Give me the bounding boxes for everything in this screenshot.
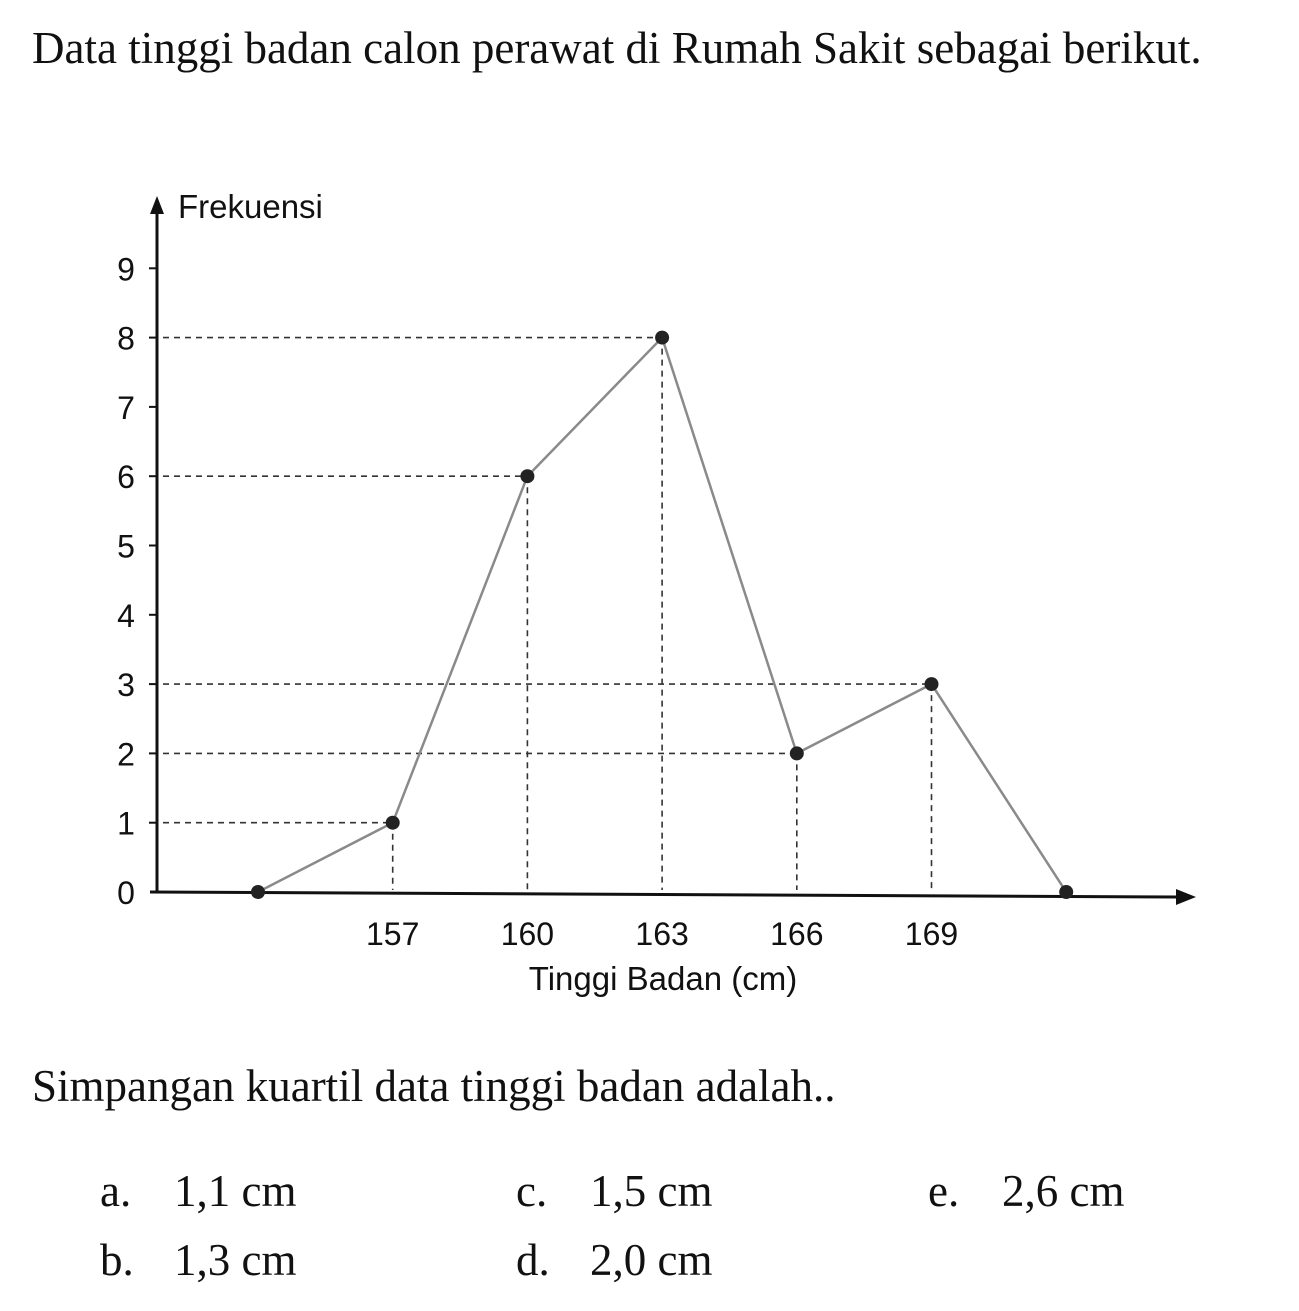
x-axis-arrow xyxy=(1176,889,1196,905)
y-tick-label: 0 xyxy=(117,875,135,911)
y-tick-label: 2 xyxy=(117,736,135,773)
option-b[interactable] xyxy=(100,1232,296,1288)
y-tick-label: 5 xyxy=(117,528,135,565)
option-a[interactable] xyxy=(100,1163,296,1219)
y-tick-label: 3 xyxy=(117,667,135,704)
x-tick-label: 160 xyxy=(500,916,555,952)
data-point xyxy=(925,677,939,691)
data-point xyxy=(251,885,265,899)
data-point xyxy=(1059,885,1073,899)
option-letter: e. xyxy=(928,1166,960,1216)
data-point xyxy=(790,746,804,760)
intro-text: Data tinggi badan calon perawat di Rumah Sakit sebagai berikut. xyxy=(32,23,1202,73)
option-e[interactable] xyxy=(928,1163,1124,1219)
x-tick-label: 166 xyxy=(770,916,824,952)
y-ticks xyxy=(117,251,157,911)
question-text: Simpangan kuartil data tinggi badan adalah.. xyxy=(32,1061,836,1111)
x-ticks xyxy=(366,916,958,952)
frequency-polygon-chart xyxy=(0,170,1299,1010)
option-letter: c. xyxy=(516,1166,548,1216)
data-point xyxy=(655,331,669,345)
y-tick-label: 1 xyxy=(117,805,135,842)
y-axis-arrow xyxy=(150,196,164,214)
option-value: 2,0 cm xyxy=(590,1235,713,1285)
option-letter: d. xyxy=(516,1235,550,1285)
option-value: 2,6 cm xyxy=(1002,1166,1125,1216)
y-tick-label: 9 xyxy=(117,251,135,288)
y-tick-label: 6 xyxy=(117,459,135,496)
option-value: 1,1 cm xyxy=(174,1166,297,1216)
x-tick-label: 163 xyxy=(635,916,689,952)
option-letter: b. xyxy=(100,1235,134,1285)
axes xyxy=(150,196,1196,905)
option-c[interactable] xyxy=(516,1163,712,1219)
y-tick-label: 7 xyxy=(117,389,135,426)
y-tick-label: 8 xyxy=(117,320,135,357)
data-point xyxy=(386,816,400,830)
y-tick-label: 4 xyxy=(117,597,135,634)
x-axis xyxy=(150,892,1178,897)
option-d[interactable] xyxy=(516,1232,712,1288)
x-tick-label: 169 xyxy=(904,916,959,952)
x-axis-label: Tinggi Badan (cm) xyxy=(528,960,798,997)
x-tick-label: 157 xyxy=(366,916,420,952)
data-point xyxy=(520,469,534,483)
guide-lines xyxy=(163,338,932,890)
option-value: 1,5 cm xyxy=(590,1166,713,1216)
option-letter: a. xyxy=(100,1166,132,1216)
y-axis-label: Frekuensi xyxy=(178,188,323,225)
option-value: 1,3 cm xyxy=(174,1235,297,1285)
